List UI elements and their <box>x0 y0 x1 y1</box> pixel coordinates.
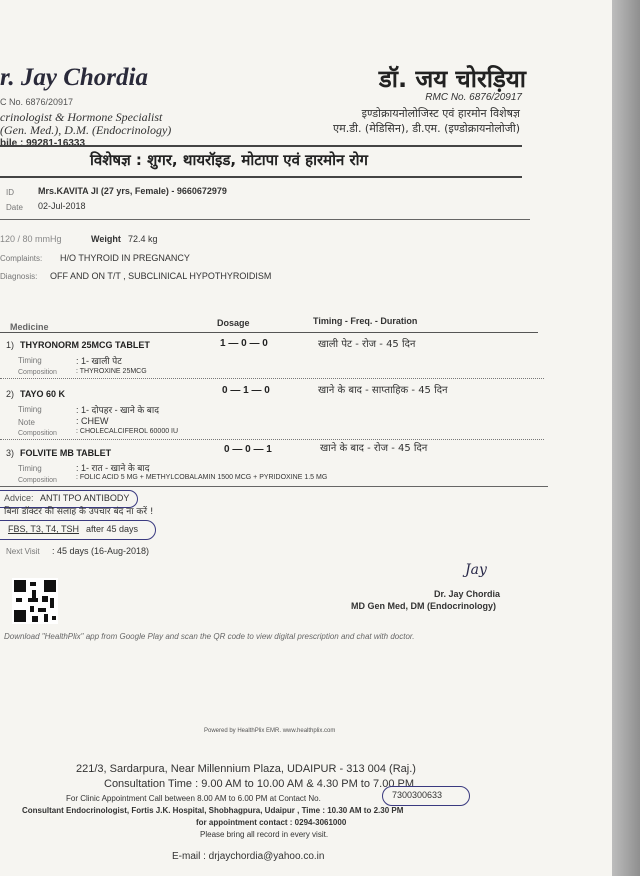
footer-consultant-line: Consultant Endocrinologist, Fortis J.K. Hospital, Shobhagpura, Udaipur , Time : 10.30 AM to 2.30 PM <box>22 806 404 815</box>
specialty-english: crinologist & Hormone Specialist <box>0 110 163 124</box>
medicine-2-frequency: खाने के बाद - साप्ताहिक - 45 दिन <box>318 385 448 396</box>
doctor-name-english: r. Jay Chordia <box>0 64 148 91</box>
signature-name: Dr. Jay Chordia <box>434 589 501 599</box>
powered-by: Powered by HealthPlix EMR. www.healthplix.com <box>204 728 336 734</box>
medicine-3-frequency: खाने के बाद - रोज - 45 दिन <box>320 443 428 454</box>
header-rule-top <box>0 145 522 147</box>
weight-label: Weight <box>91 234 121 244</box>
footer-address: 221/3, Sardarpura, Near Millennium Plaza, UDAIPUR - 313 004 (Raj.) <box>76 763 416 775</box>
table-header-rule <box>0 332 538 333</box>
degrees-english: (Gen. Med.), D.M. (Endocrinology) <box>0 123 172 137</box>
footer-contact-number: 7300300633 <box>392 790 443 800</box>
advice-line-1: ANTI TPO ANTIBODY <box>40 493 130 503</box>
weight-value: 72.4 kg <box>128 234 158 244</box>
medicine-1-timing-label: Timing <box>18 356 42 365</box>
medicine-2-note: : CHEW <box>76 416 109 426</box>
medicine-1-dosage: 1 — 0 — 0 <box>220 338 268 349</box>
header-rule-bottom <box>0 176 522 178</box>
medicine-3-timing-label: Timing <box>18 464 42 473</box>
diagnosis-label: Diagnosis: <box>0 272 38 281</box>
medicine-1-composition-label: Composition <box>18 369 57 376</box>
medicine-3-dosage: 0 — 0 — 1 <box>224 444 272 455</box>
medicine-2-note-label: Note <box>18 418 35 427</box>
complaints-label: Complaints: <box>0 254 43 263</box>
footer-appointment: For Clinic Appointment Call between 8.00 AM to 6.00 PM at Contact No. <box>66 794 321 803</box>
medicine-2-number: 2) <box>6 389 15 399</box>
specialty-hindi: इण्डोक्रायनोलोजिस्ट एवं हारमोन विशेषज्ञ <box>361 107 520 120</box>
table-bottom-rule <box>0 486 548 487</box>
signature-degrees: MD Gen Med, DM (Endocrinology) <box>351 601 496 611</box>
visit-date: 02-Jul-2018 <box>38 201 86 211</box>
medicine-2-timing-label: Timing <box>18 405 42 414</box>
medicine-1-timing: : 1- खाली पेट <box>76 356 122 366</box>
blood-pressure: 120 / 80 mmHg <box>0 234 62 244</box>
tests-list: FBS, T3, T4, TSH <box>8 524 80 534</box>
footer-bring-records: Please bring all record in every visit. <box>200 830 329 839</box>
medicine-2-name: TAYO 60 K <box>20 389 66 399</box>
next-visit-value: : 45 days (16-Aug-2018) <box>52 546 150 556</box>
healthplix-note: Download "HealthPlix" app from Google Play and scan the QR code to view digital prescription and chat with doctor. <box>4 632 415 641</box>
scan-edge <box>612 0 640 876</box>
specialty-banner: विशेषज्ञ : शुगर, थायरॉइड, मोटापा एवं हारमोन रोग <box>90 151 368 169</box>
patient-rule <box>0 219 530 220</box>
patient-id-label: ID <box>6 188 14 197</box>
qr-code-icon <box>12 578 58 624</box>
advice-label: Advice: <box>4 493 34 503</box>
medicine-3-composition: : FOLIC ACID 5 MG + METHYLCOBALAMIN 1500 MCG + PYRIDOXINE 1.5 MG <box>76 474 328 481</box>
degrees-hindi: एम.डी. (मेडिसिन), डी.एम. (इण्डोक्रायनोलोजी) <box>333 122 520 135</box>
medicine-1-frequency: खाली पेट - रोज - 45 दिन <box>318 339 416 350</box>
footer-email: E-mail : drjaychordia@yahoo.co.in <box>172 851 325 862</box>
medicine-1-divider <box>0 378 544 379</box>
next-visit-label: Next Visit <box>6 547 40 556</box>
header-dosage: Dosage <box>217 318 250 328</box>
date-label: Date <box>6 203 23 212</box>
diagnosis-value: OFF AND ON T/T , SUBCLINICAL HYPOTHYROIDISM <box>50 271 272 281</box>
medicine-3-number: 3) <box>6 448 15 458</box>
header-medicine: Medicine <box>10 322 49 332</box>
mobile-number: bile : 99281-16333 <box>0 138 86 149</box>
tests-after: after 45 days <box>86 524 139 534</box>
medicine-1-number: 1) <box>6 340 15 350</box>
medicine-2-dosage: 0 — 1 — 0 <box>222 385 270 396</box>
medicine-2-composition: : CHOLECALCIFEROL 60000 IU <box>76 428 179 435</box>
patient-name: Mrs.KAVITA JI (27 yrs, Female) - 9660672979 <box>38 186 227 196</box>
medicine-1-name: THYRONORM 25MCG TABLET <box>20 340 150 350</box>
footer-appointment-2: for appointment contact : 0294-3061000 <box>196 818 347 827</box>
signature-scribble: Jay <box>465 562 487 578</box>
rmc-number-left: C No. 6876/20917 <box>0 97 74 107</box>
advice-line-2: बिना डॉक्टर की सलाह के उपचार बंद ना करें ! <box>4 507 154 517</box>
complaints-value: H/O THYROID IN PREGNANCY <box>60 253 190 263</box>
header-timing: Timing - Freq. - Duration <box>313 316 418 326</box>
rmc-number-right: RMC No. 6876/20917 <box>425 92 522 103</box>
medicine-3-composition-label: Composition <box>18 477 57 484</box>
footer-consultation-time: Consultation Time : 9.00 AM to 10.00 AM & 4.30 PM to 7.00 PM <box>104 778 414 790</box>
medicine-3-name: FOLVITE MB TABLET <box>20 448 112 458</box>
doctor-name-hindi: डॉ. जय चोरड़िया <box>378 65 526 93</box>
medicine-2-divider <box>0 439 544 440</box>
medicine-2-timing: : 1- दोपहर - खाने के बाद <box>76 405 160 415</box>
medicine-2-composition-label: Composition <box>18 430 57 437</box>
medicine-3-timing: : 1- रात - खाने के बाद <box>76 463 150 473</box>
medicine-1-composition: : THYROXINE 25MCG <box>76 368 147 375</box>
